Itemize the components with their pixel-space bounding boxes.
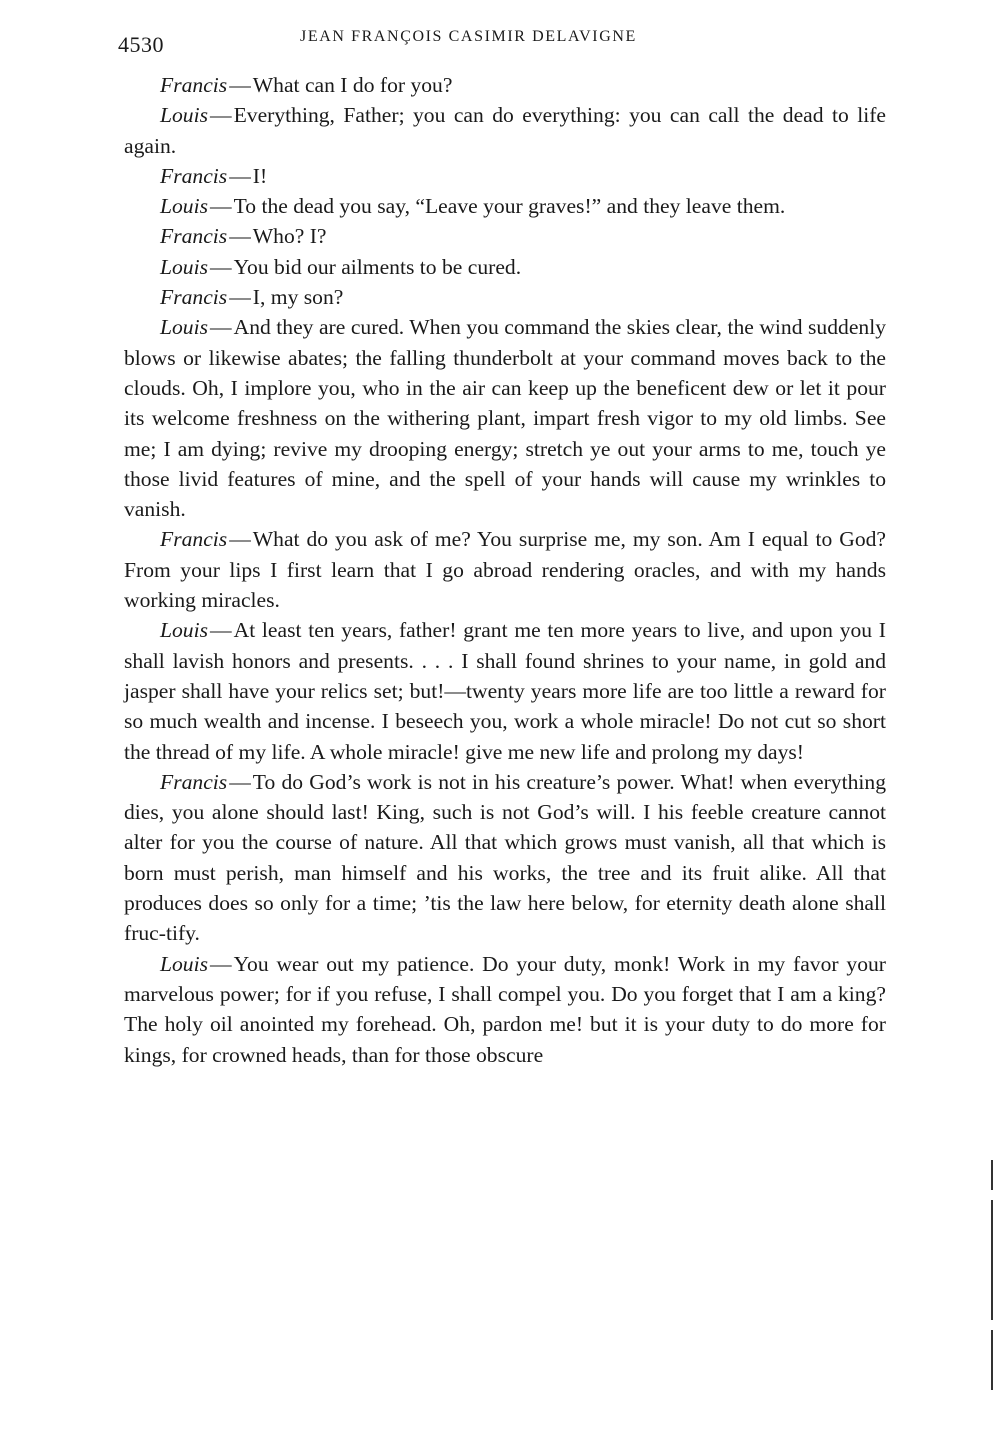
speaker-name: Louis: [160, 315, 209, 340]
speech-text: To do God’s work is not in his creature’s power. What! when everything dies, you alone should last! King, such is not God’s will. I his feeble creature cannot alter for you the course of nature. All that which grows must vanish, all that which is born must perish, man himself and his works, the tree and its fruit alike. All that produces does so only for a time; ’tis the law here below, for eternity death alone shall fruc-tify.: [124, 769, 886, 946]
em-dash: —: [210, 315, 232, 340]
em-dash: —: [229, 163, 251, 188]
dialogue-paragraph: [124, 221, 886, 251]
speaker-name: Francis: [160, 73, 228, 97]
dialogue-paragraph: [124, 524, 886, 615]
em-dash: —: [210, 254, 232, 279]
speaker-name: Francis: [160, 769, 228, 794]
speaker-name: Louis: [160, 254, 209, 279]
speech-text: You bid our ailments to be cured.: [233, 254, 522, 279]
page-number: 4530: [118, 32, 164, 57]
dialogue-paragraph: [124, 949, 886, 1070]
speaker-name: Francis: [160, 163, 228, 188]
dialogue-paragraph: [124, 252, 886, 282]
speaker-name: Francis: [160, 224, 228, 249]
speech-text: Everything, Father; you can do everything: you can call the dead to life again.: [124, 103, 886, 158]
speaker-name: Louis: [160, 103, 209, 128]
dialogue-paragraph: [124, 767, 886, 949]
em-dash: —: [210, 951, 232, 976]
speaker-name: Louis: [160, 951, 209, 976]
dialogue-paragraph: [124, 70, 886, 100]
scan-edge-mark: [991, 1330, 993, 1390]
speech-text: I, my son?: [252, 285, 344, 310]
speech-text: You wear out my patience. Do your duty, monk! Work in my favor your marvelous power; for if you refuse, I shall compel you. Do you forget that I am a king? The holy oil anointed my forehead. Oh, pardon me! but it is your duty to do more for kings, for crowned heads, than for those obscure: [124, 951, 886, 1067]
em-dash: —: [229, 285, 251, 310]
scan-edge-mark: [991, 1200, 993, 1320]
speaker-name: Francis: [160, 285, 228, 310]
speaker-name: Louis: [160, 618, 209, 643]
page-header: [118, 22, 890, 62]
dialogue-text: [124, 70, 886, 1070]
em-dash: —: [229, 769, 251, 794]
running-title: JEAN FRANÇOIS CASIMIR DELAVIGNE: [300, 28, 637, 45]
speaker-name: Louis: [160, 194, 209, 219]
speech-text: Who? I?: [252, 224, 327, 249]
em-dash: —: [229, 73, 251, 97]
speech-text: To the dead you say, “Leave your graves!” and they leave them.: [233, 194, 786, 219]
speech-text: At least ten years, father! grant me ten more years to live, and upon you I shall lavish honors and presents. . . . I shall found shrines to your name, in gold and jasper shall have your relics set; but!—twenty years more life are too little a reward for so much wealth and incense. I beseech you, work a whole miracle! Do not cut so short the thread of my life. A whole miracle! give me new life and prolong my days!: [124, 618, 886, 764]
speech-text: What do you ask of me? You surprise me, my son. Am I equal to God? From your lips I first learn that I go abroad rendering oracles, and with my hands working miracles.: [124, 527, 886, 613]
speech-text: I!: [252, 163, 268, 188]
em-dash: —: [229, 224, 251, 249]
dialogue-paragraph: [124, 615, 886, 766]
scan-edge-mark: [991, 1160, 993, 1190]
dialogue-paragraph: [124, 100, 886, 161]
em-dash: —: [229, 527, 251, 552]
em-dash: —: [210, 194, 232, 219]
em-dash: —: [210, 103, 232, 128]
em-dash: —: [210, 618, 232, 643]
dialogue-paragraph: [124, 282, 886, 312]
dialogue-paragraph: [124, 161, 886, 191]
speech-text: What can I do for you?: [252, 73, 453, 97]
dialogue-paragraph: [124, 312, 886, 524]
speaker-name: Francis: [160, 527, 228, 552]
dialogue-paragraph: [124, 191, 886, 221]
speech-text: And they are cured. When you command the skies clear, the wind suddenly blows or likewise abates; the falling thunderbolt at your command moves back to the clouds. Oh, I implore you, who in the air can keep up the beneficent dew or let it pour its welcome freshness on the withering plant, impart fresh vigor to my old limbs. See me; I am dying; revive my drooping energy; stretch ye out your arms to me, touch ye those livid features of mine, and the spell of your hands will cause my wrinkles to vanish.: [124, 315, 886, 522]
